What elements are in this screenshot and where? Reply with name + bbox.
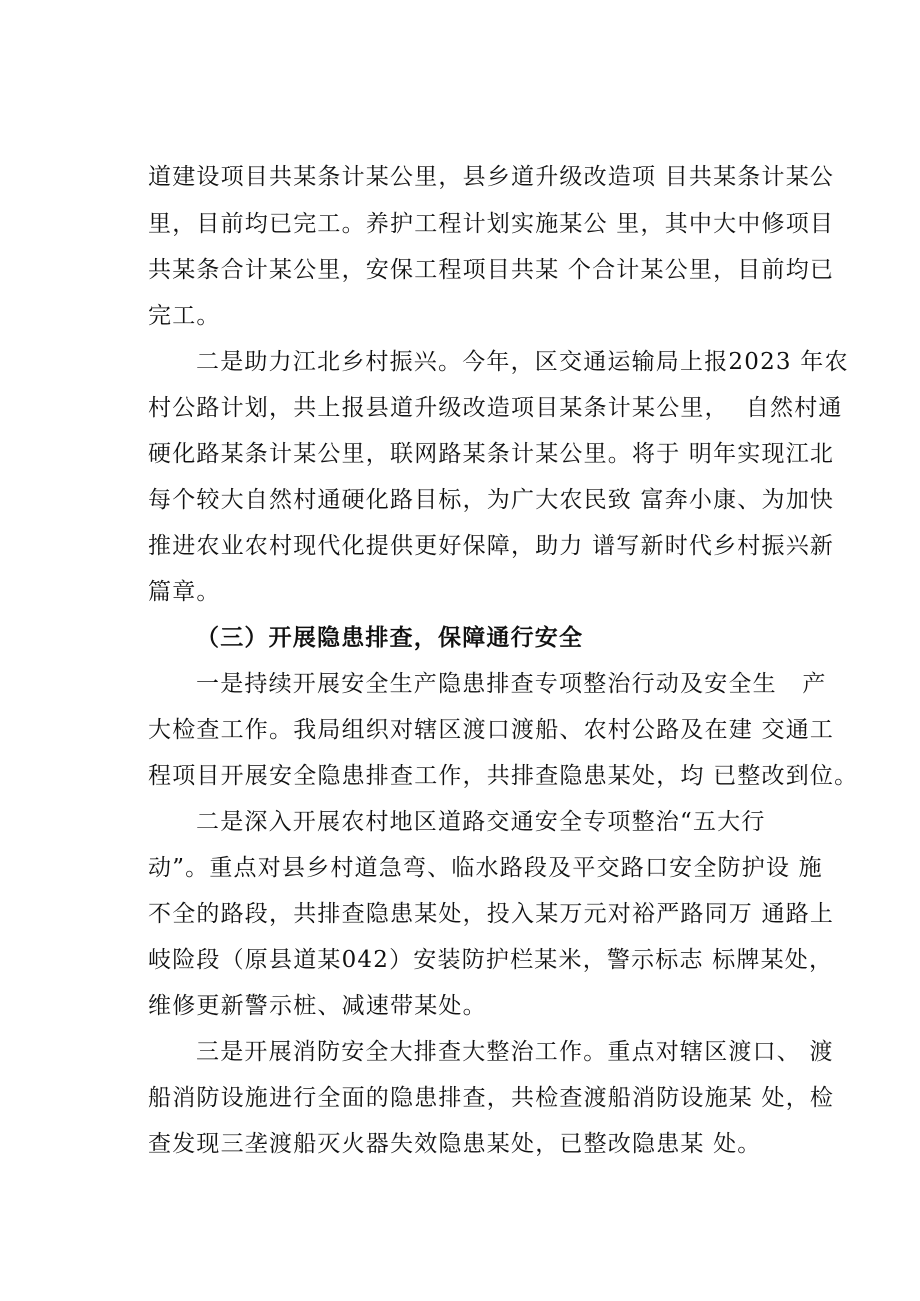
paragraph-5-line-3: 查发现三垄渡船灭火器失效隐患某处，已整改隐患某 处。	[148, 1131, 762, 1157]
paragraph-1-line-1: 道建设项目共某条计某公里，县乡道升级改造项 目共某条计某公	[148, 164, 835, 190]
paragraph-3-line-1: 一是持续开展安全生产隐患排查专项整治行动及安全生 产	[196, 671, 827, 697]
paragraph-4-line-4: 岐险段（原县道某042）安装防护栏某米，警示标志 标牌某处，	[148, 947, 834, 973]
paragraph-4-line-3: 不全的路段，共排查隐患某处，投入某万元对裕严路同万 通路上	[148, 901, 835, 927]
paragraph-2-line-4: 每个较大自然村通硬化路目标，为广大农民致 富奔小康、为加快	[148, 487, 835, 513]
paragraph-2-line-5: 推进农业农村现代化提供更好保障，助力 谱写新时代乡村振兴新	[148, 533, 835, 559]
paragraph-3-line-3: 程项目开展安全隐患排查工作，共排查隐患某处，均 已整改到位。	[148, 763, 859, 789]
section-heading: （三）开展隐患排查，保障通行安全	[196, 624, 584, 651]
paragraph-1-line-3: 共某条合计某公里，安保工程项目共某 个合计某公里，目前均已	[148, 257, 835, 283]
paragraph-5-line-1: 三是开展消防安全大排查大整治工作。重点对辖区渡口、 渡	[196, 1039, 834, 1065]
paragraph-2-line-1: 二是助力江北乡村振兴。今年，区交通运输局上报2023 年农	[196, 349, 849, 375]
paragraph-1-line-4: 完工。	[148, 303, 221, 329]
paragraph-2-line-3: 硬化路某条计某公里，联网路某条计某公里。将于 明年实现江北	[148, 441, 835, 467]
paragraph-3-line-2: 大检查工作。我局组织对辖区渡口渡船、农村公路及在建 交通工	[148, 717, 835, 743]
paragraph-4-line-2: 动”。重点对县乡村道急弯、临水路段及平交路口安全防护设 施	[148, 855, 823, 881]
paragraph-5-line-2: 船消防设施进行全面的隐患排查，共检查渡船消防设施某 处，检	[148, 1085, 835, 1111]
paragraph-4-line-5: 维修更新警示桩、减速带某处。	[148, 993, 487, 1019]
paragraph-2-line-2: 村公路计划，共上报县道升级改造项目某条计某公里， 自然村通	[148, 395, 843, 421]
paragraph-2-line-6: 篇章。	[148, 579, 221, 605]
paragraph-1-line-2: 里，目前均已完工。养护工程计划实施某公 里，其中大中修项目	[148, 211, 835, 237]
paragraph-4-line-1: 二是深入开展农村地区道路交通安全专项整治“五大行	[196, 809, 766, 835]
